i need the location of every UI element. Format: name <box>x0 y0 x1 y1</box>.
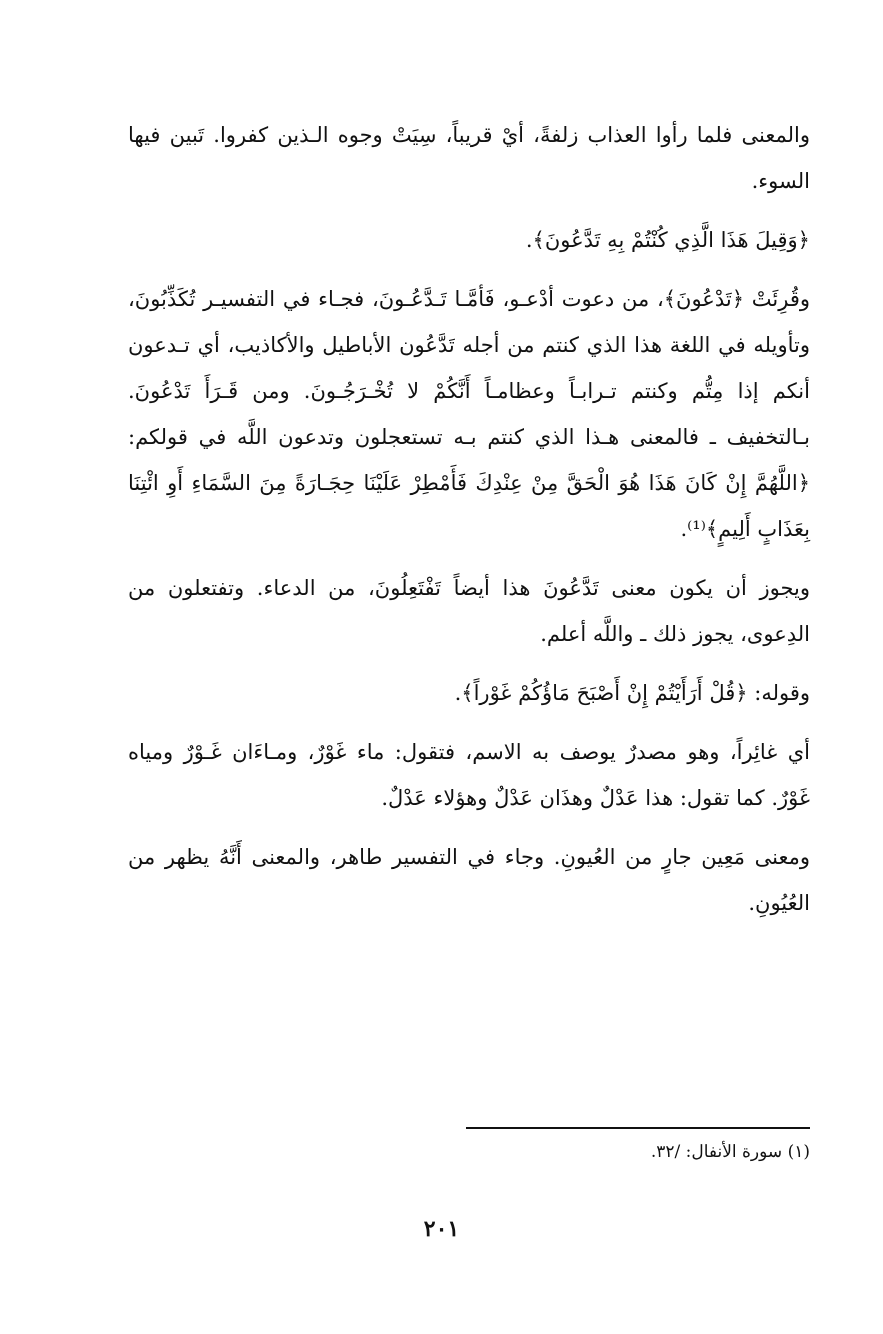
page-number: ٢٠١ <box>423 1216 460 1242</box>
paragraph-6: أي غائِراً، وهو مصدرٌ يوصف به الاسم، فتقول: ماء غَوْرٌ، ومـاءَان غَـوْرٌ ومياه غَوْرٌ. كما تقول: هذا عَدْلٌ وهذَان عَدْلٌ وهؤلاء عَدْلٌ. <box>128 740 810 810</box>
paragraph-4: ويجوز أن يكون معنى تَدَّعُونَ هذا أيضاً تَفْتَعِلُونَ، من الدعاء. وتفتعلون من الدِعوى، يجوز ذلك ـ واللَّه أعلم. <box>128 576 810 646</box>
paragraph-5-quran-verse: وقوله: ﴿قُلْ أَرَأَيْتُمْ إِنْ أَصْبَحَ مَاؤُكُمْ غَوْراً﴾. <box>454 681 810 705</box>
footnote-divider <box>466 1127 810 1129</box>
paragraph-1: والمعنى فلما رأوا العذاب زلفةً، أيْ قريباً، سِيَتْ وجوه الـذين كفروا. تَبين فيها السوء. <box>128 123 810 193</box>
footnote: (١) سورة الأنفال: /٣٢. <box>650 1142 810 1162</box>
main-text <box>128 112 810 939</box>
paragraph-2-quran-verse: ﴿وَقِيلَ هَذَا الَّذِي كُنْتُمْ بِهِ تَدَّعُونَ﴾. <box>525 228 810 252</box>
paragraph-7: ومعنى مَعِين جارٍ من العُيونِ. وجاء في التفسير طاهر، والمعنى أَنَّهُ يظهر من العُيُونِ. <box>128 845 810 915</box>
paragraph-3: وقُرِئَتْ ﴿تَدْعُونَ﴾، من دعوت أدْعـو، فَأمَّـا تَـدَّعُـونَ، فجـاء في التفسيـر تُكَذِّبُونَ، وتأويله في اللغة هذا الذي كنتم من أجله تَدَّعُون الأباطيل والأكاذيب، أي تـدعون أنكم إذا مِتُّم وكنتم تـرابـاً وعظامـاً أَنَّكُمْ لا تُخْـرَجُـونَ. ومن قَـرَأَ تَدْعُونَ. بـالتخفيف ـ فالمعنى هـذا الذي كنتم بـه تستعجلون وتدعون اللَّه في قولكم: ﴿اللَّهُمَّ إِنْ كَانَ هَذَا هُوَ الْحَقَّ مِنْ عِنْدِكَ فَأَمْطِرْ عَلَيْنَا حِجَـارَةً مِنَ السَّمَاءِ أَوِ ائْتِنَا بِعَذَابٍ أَلِيمٍ﴾⁽¹⁾. <box>128 287 811 541</box>
